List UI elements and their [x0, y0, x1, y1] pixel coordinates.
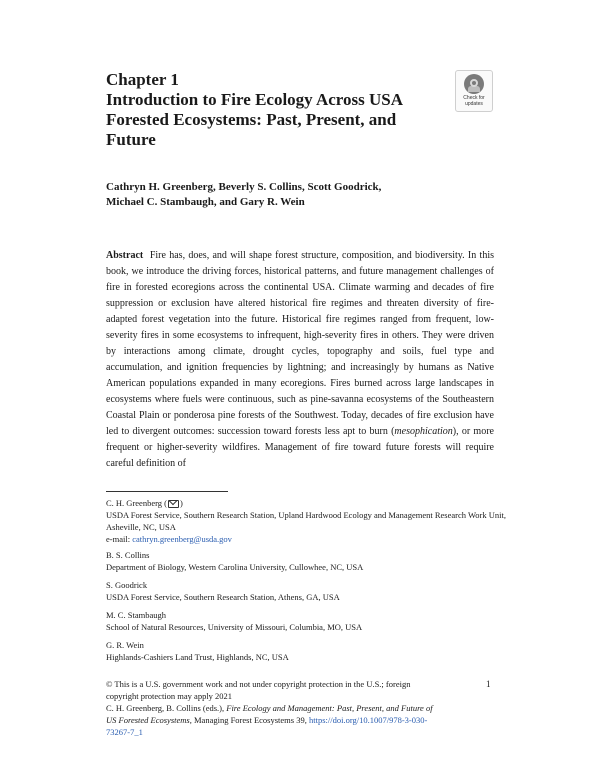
- affiliation-name: C. H. Greenberg: [106, 498, 163, 508]
- affiliation-name: S. Goodrick: [106, 580, 148, 590]
- affiliation-greenberg: C. H. Greenberg ( ) USDA Forest Service, Southern Research Station, Upland Hardwood Ecology and Management Research Work Unit, Asheville, NC, USA e-mail: cathryn.greenberg@usda.gov: [106, 498, 506, 544]
- series-info: , Managing Forest Ecosystems 39,: [189, 715, 309, 725]
- affiliation-goodrick: [106, 579, 506, 603]
- email-label: e-mail:: [106, 534, 131, 544]
- affiliation-name: G. R. Wein: [106, 640, 144, 650]
- abstract-italic-term: mesophication: [394, 426, 453, 437]
- citation-editors: C. H. Greenberg, B. Collins (eds.),: [106, 703, 227, 713]
- author-list: [106, 180, 496, 210]
- affiliation-wein: [106, 639, 506, 663]
- abstract-label: Abstract: [106, 250, 144, 261]
- authors-line-2: Michael C. Stambaugh, and Gary R. Wein: [106, 196, 305, 208]
- email-link[interactable]: cathryn.greenberg@usda.gov: [132, 534, 232, 544]
- copyright-footer: [106, 678, 436, 738]
- affiliation-org: Highlands-Cashiers Land Trust, Highlands, NC, USA: [106, 652, 289, 662]
- affiliation-name: M. C. Stambaugh: [106, 610, 166, 620]
- check-for-updates-badge[interactable]: [455, 70, 493, 112]
- affiliation-org: USDA Forest Service, Southern Research Station, Athens, GA, USA: [106, 592, 340, 602]
- abstract-text-end: ), or more frequent or higher-severity wildfires. Management of fire toward future forests will require careful definition of: [106, 426, 494, 469]
- citation: [106, 702, 436, 738]
- page-number: 1: [486, 679, 491, 689]
- affiliation-name: B. S. Collins: [106, 550, 150, 560]
- copyright-notice: © This is a U.S. government work and not under copyright protection in the U.S.; foreign copyright protection may apply 2021: [106, 679, 411, 701]
- check-for-updates-icon: [464, 74, 484, 94]
- abstract: [106, 248, 494, 472]
- affiliation-collins: [106, 549, 506, 573]
- footnote-divider: [106, 491, 228, 492]
- affiliation-org: Department of Biology, Western Carolina University, Cullowhee, NC, USA: [106, 562, 364, 572]
- affiliation-org: School of Natural Resources, University of Missouri, Columbia, MO, USA: [106, 622, 363, 632]
- check-for-updates-text: Check for updates: [463, 95, 485, 107]
- chapter-label: Chapter 1: [106, 70, 179, 89]
- doi-link[interactable]: https://doi.org/10.1007/978-3-030-73267-7_1: [106, 715, 428, 737]
- book-title: Fire Ecology and Management: Past, Present, and Future of US Forested Ecosystems: [106, 703, 433, 725]
- affiliation-stambaugh: [106, 609, 506, 633]
- email-icon: [168, 500, 179, 508]
- chapter-title: Introduction to Fire Ecology Across USA Forested Ecosystems: Past, Present, and Future: [106, 90, 403, 149]
- affiliation-org: USDA Forest Service, Southern Research Station, Upland Hardwood Ecology and Management Research Work Unit, Asheville, NC, USA: [106, 510, 506, 532]
- abstract-text: Fire has, does, and will shape forest structure, composition, and biodiversity. In this book, we introduce the driving forces, historical patterns, and future management challenges of fire in forested ecoregions across the continental USA. Climate warming and decades of fire suppression or exclusion have altered historical fire regimes and threaten diversity of fire-adapted forest vegetation into the future. Historical fire regimes ranged from frequent, low-severity fires in some ecosystems to infrequent, high-severity fires in others. They were driven by interactions among climate, drought cycles, topography and soils, fuel type and accumulation, and ignition frequencies by lightning; and increasingly by humans as Native American populations expanded in many ecoregions. Fires burned across large landscapes in ecosystems where fuels were continuous, such as pine-savanna ecosystems of the Southeastern Coastal Plain or ponderosa pine forests of the Southwest. Today, decades of fire exclusion have led to divergent outcomes: succession toward forests less apt to burn (: [106, 250, 495, 437]
- authors-line-1: Cathryn H. Greenberg, Beverly S. Collins, Scott Goodrick,: [106, 181, 382, 193]
